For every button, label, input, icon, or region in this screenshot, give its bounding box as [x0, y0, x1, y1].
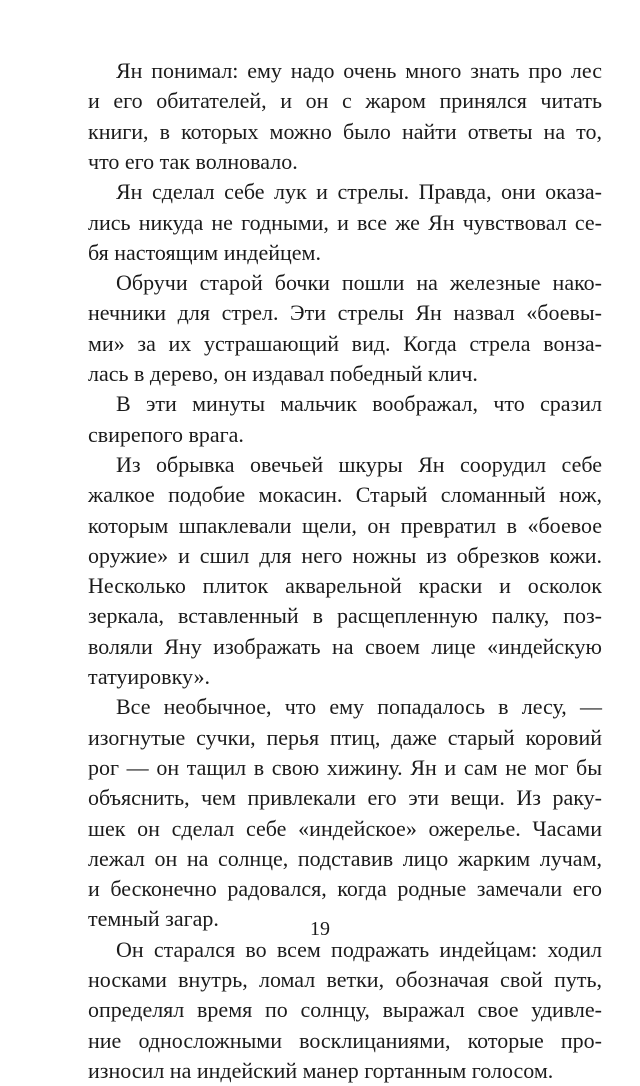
text-line: татуировку».: [88, 664, 210, 689]
text-line: зеркала, вставленный в расщепленную палку, поз-: [88, 603, 602, 629]
text-line: износил на индейский манер гортанным голосом.: [88, 1057, 554, 1083]
text-line: лась в дерево, он издавал победный клич.: [88, 361, 478, 386]
text-line: шек он сделал себе «индейское» ожерелье. Часами: [88, 815, 602, 841]
text-line: темный загар.: [88, 906, 219, 932]
text-line: В эти минуты мальчик воображал, что сразил: [116, 391, 602, 417]
text-line: Он старался во всем подражать индейцам: ходил: [116, 936, 602, 962]
text-line: книги, в которых можно было найти ответы на то,: [88, 118, 602, 144]
text-line: Несколько плиток акварельной краски и осколок: [88, 573, 602, 599]
text-line: нечники для стрел. Эти стрелы Ян назвал «боевы-: [88, 300, 602, 326]
text-line: ние односложными восклицаниями, которые про-: [88, 1027, 602, 1053]
text-line: что его так волновало.: [88, 148, 298, 174]
text-line: бя настоящим индейцем.: [88, 239, 321, 265]
text-line: определял время по солнцу, выражал свое удивле-: [88, 997, 602, 1023]
text-line: лись никуда не годными, и все же Ян чувствовал се-: [88, 209, 602, 235]
text-line: жалкое подобие мокасин. Старый сломанный нож,: [88, 482, 602, 508]
text-line: рог — он тащил в свою хижину. Ян и сам не мог бы: [88, 754, 602, 780]
text-line: которым шпаклевали щели, он превратил в «боевое: [88, 512, 602, 538]
text-line: Из обрывка овечьей шкуры Ян соорудил себе: [116, 451, 602, 477]
text-line: носками внутрь, ломал ветки, обозначая свой путь,: [88, 967, 602, 992]
text-line: объяснить, чем привлекали его эти вещи. Из раку-: [88, 785, 602, 811]
text-line: Ян сделал себе лук и стрелы. Правда, они оказа-: [116, 179, 602, 205]
text-line: свирепого врага.: [88, 421, 244, 447]
text-line: ми» за их устрашающий вид. Когда стрела вонза-: [88, 330, 602, 356]
page-number: 19: [310, 918, 330, 940]
text-line: Ян понимал: ему надо очень много знать про лес: [116, 58, 602, 83]
text-line: воляли Яну изображать на своем лице «индейскую: [88, 633, 602, 659]
text-line: Все необычное, что ему попадалось в лесу, —: [116, 694, 602, 720]
text-line: оружие» и сшил для него ножны из обрезков кожи.: [88, 542, 602, 568]
text-line: и его обитателей, и он с жаром принялся читать: [88, 88, 602, 114]
text-line: Обручи старой бочки пошли на железные нако-: [116, 270, 602, 296]
text-line: лежал он на солнце, подставив лицо жарким лучам,: [88, 845, 602, 871]
text-line: изогнутые сучки, перья птиц, даже старый коровий: [88, 724, 602, 750]
text-line: и бесконечно радовался, когда родные замечали его: [88, 876, 602, 902]
